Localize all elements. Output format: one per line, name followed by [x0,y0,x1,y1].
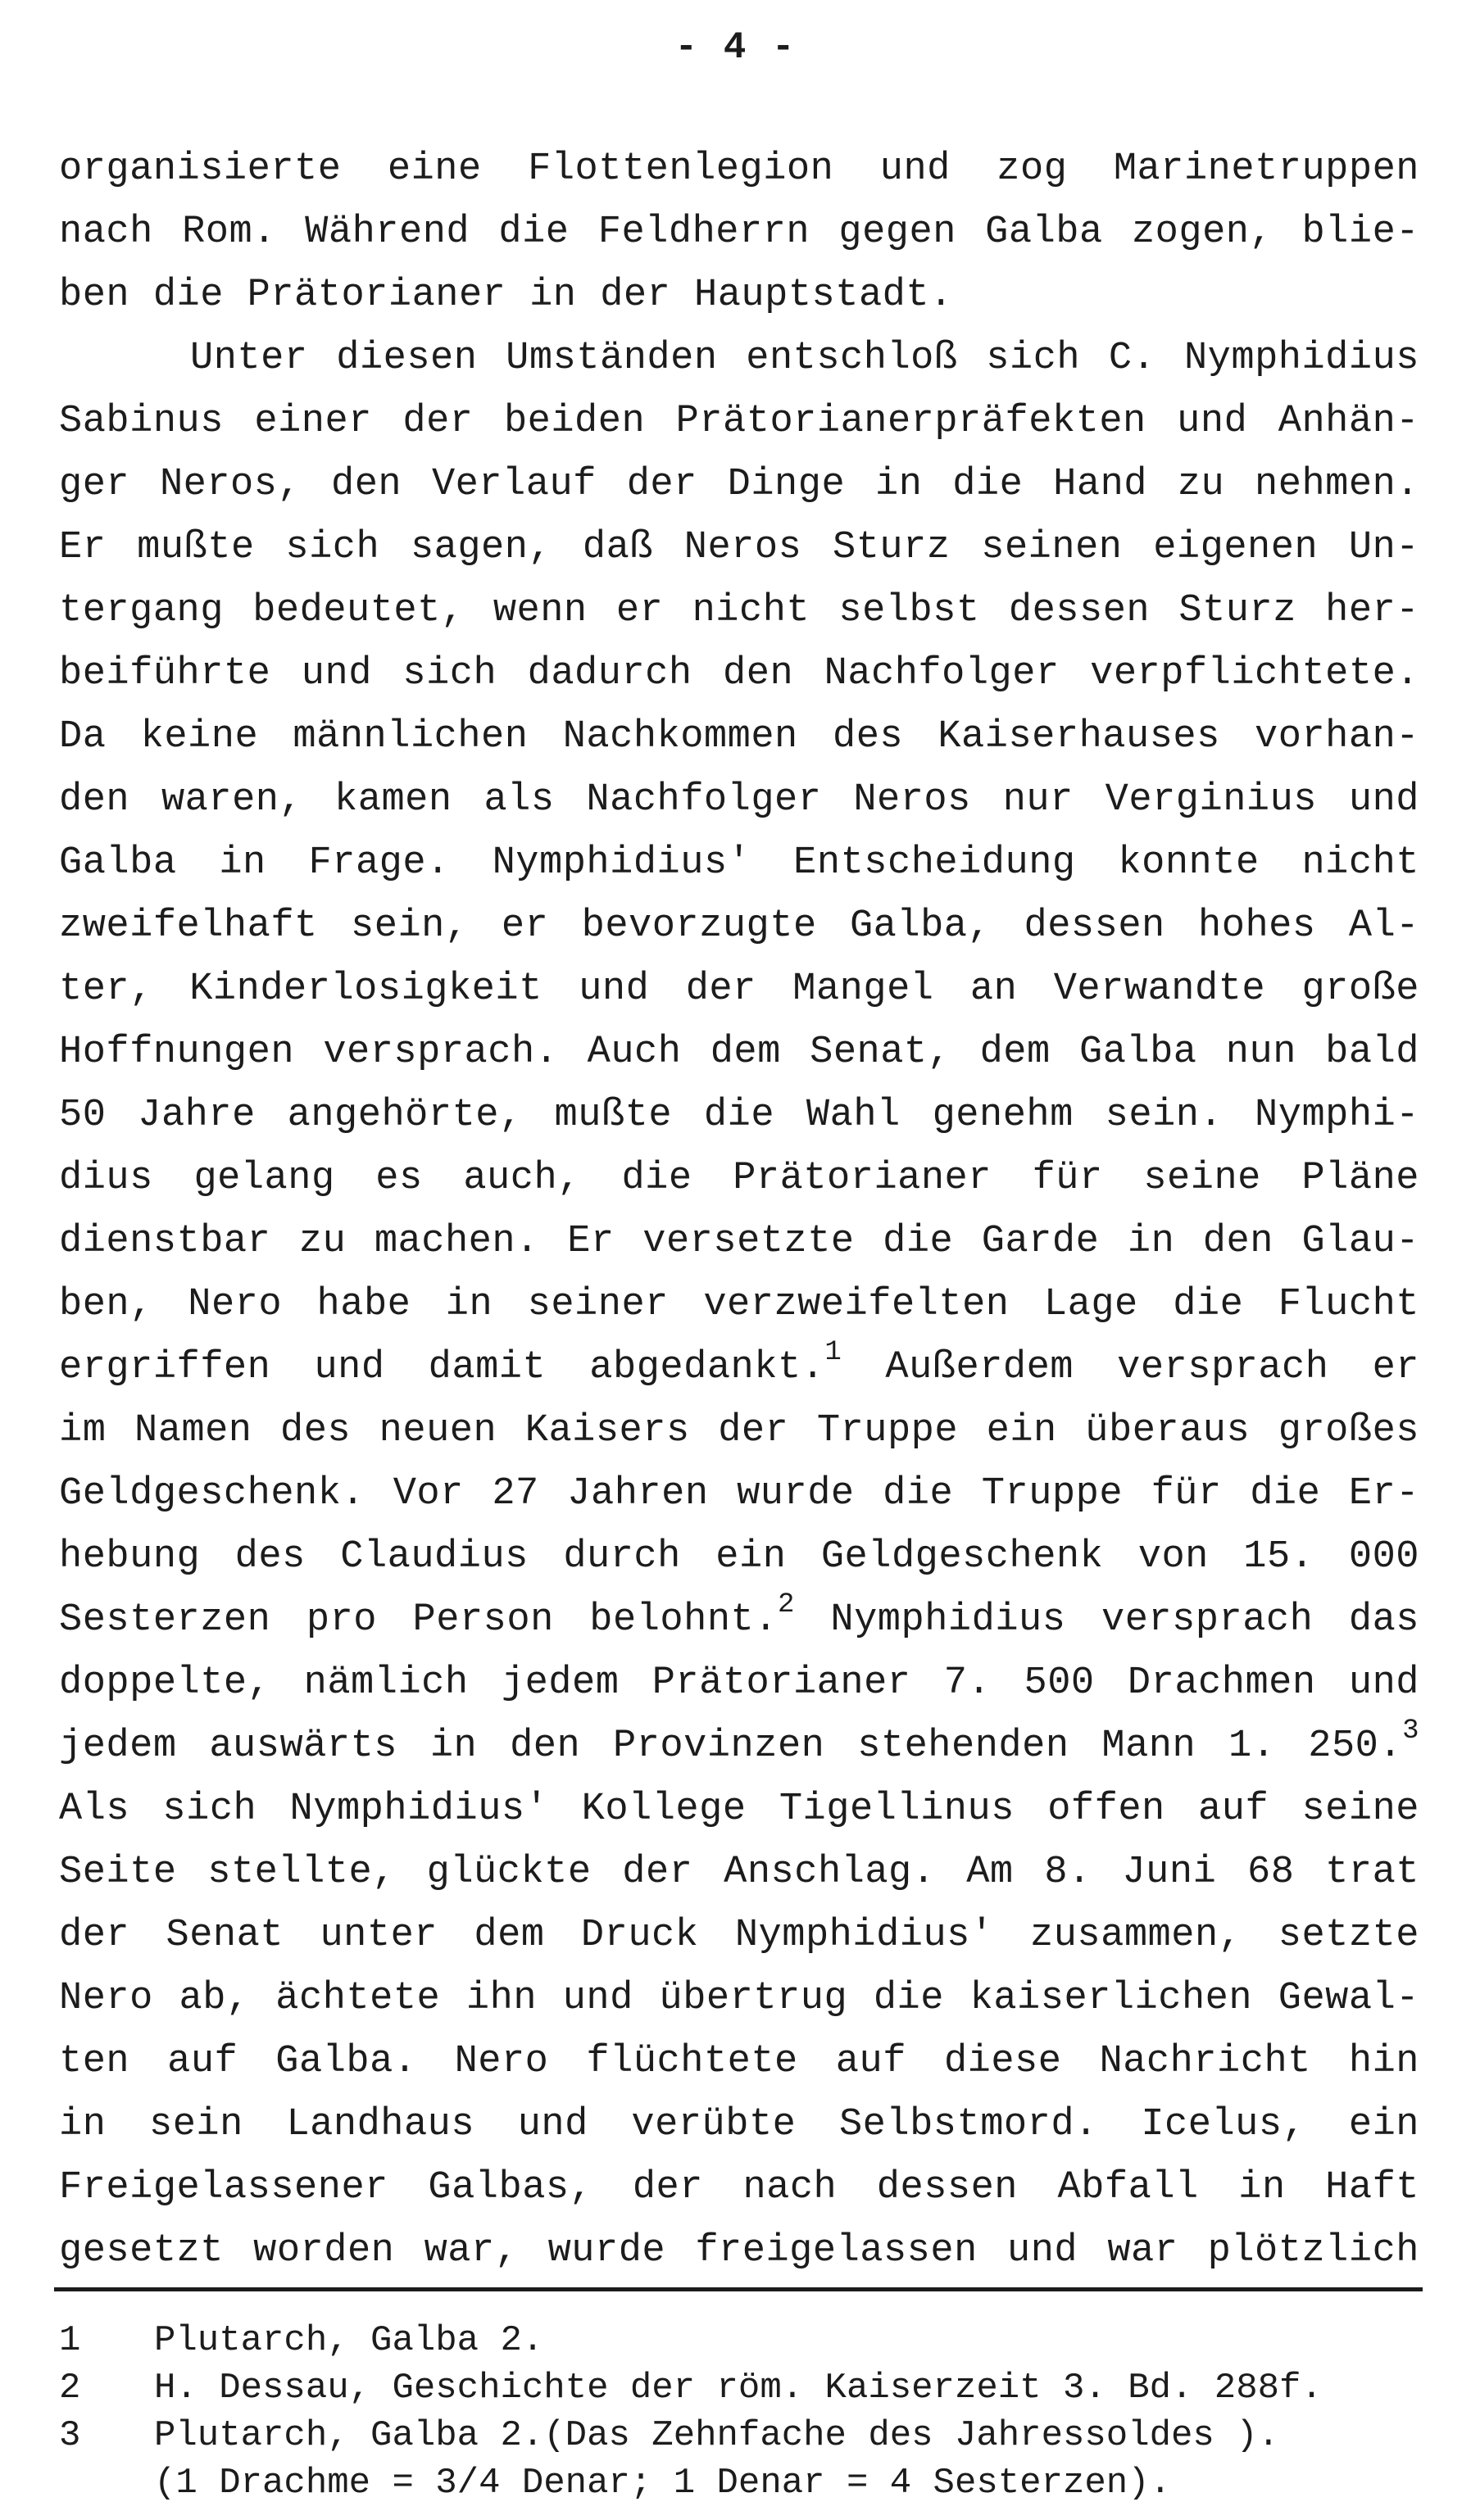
text-line: Hoffnungen versprach. Auch dem Senat, dem Galba nun bald [59,1031,1419,1074]
text-line: ben, Nero habe in seiner verzweifelten Lage die Flucht [59,1283,1419,1326]
text-line: Seite stellte, glückte der Anschlag. Am 8. Juni 68 trat [59,1851,1419,1894]
text-line: ter, Kinderlosigkeit und der Mangel an Verwandte große [59,968,1419,1011]
footnote-text: Plutarch, Galba 2.(Das Zehnfache des Jahressoldes ). [154,2415,1280,2456]
footnote-mark-2: 2 [777,1589,795,1620]
text-line: ten auf Galba. Nero flüchtete auf diese Nachricht hin [59,2040,1419,2083]
footnote-number: 3 [59,2415,81,2456]
text-segment: ergriffen und damit abgedankt. [59,1346,825,1389]
footnote-number: 2 [59,2368,81,2409]
text-line: gesetzt worden war, wurde freigelassen und war plötzlich [59,2229,1419,2273]
text-line: dienstbar zu machen. Er versetzte die Garde in den Glau- [59,1220,1419,1263]
footnote-mark-1: 1 [824,1337,842,1368]
page-number: - 4 - [674,26,797,69]
text-line: 50 Jahre angehörte, mußte die Wahl genehm sein. Nymphi- [59,1094,1419,1137]
text-segment: jedem auswärts in den Provinzen stehenden Mann 1. 250. [59,1725,1403,1768]
text-line: Als sich Nymphidius' Kollege Tigellinus offen auf seine [59,1788,1419,1831]
text-line-with-note-2 [59,1589,1419,1652]
text-line: hebung des Claudius durch ein Geldgeschenk von 15. 000 [59,1535,1419,1579]
text-line: der Senat unter dem Druck Nymphidius' zusammen, setzte [59,1914,1419,1957]
text-line: dius gelang es auch, die Prätorianer für seine Pläne [59,1157,1419,1200]
text-line: zweifelhaft sein, er bevorzugte Galba, dessen hohes Al- [59,904,1419,948]
text-segment: Sesterzen pro Person belohnt. [59,1598,778,1642]
body-text [59,138,1419,2282]
text-line-with-note-1 [59,1336,1419,1399]
footnotes [59,2317,1419,2507]
text-segment: Nymphidius versprach das [794,1598,1419,1642]
text-line: in sein Landhaus und verübte Selbstmord. Icelus, ein [59,2103,1419,2146]
text-line: Nero ab, ächtete ihn und übertrug die kaiserlichen Gewal- [59,1977,1419,2020]
text-line: Freigelassener Galbas, der nach dessen Abfall in Haft [59,2166,1419,2210]
text-line: Galba in Frage. Nymphidius' Entscheidung konnte nicht [59,841,1419,885]
footnote-3 [59,2412,1419,2459]
text-line: beiführte und sich dadurch den Nachfolger verpflichtete. [59,652,1419,696]
text-line: doppelte, nämlich jedem Prätorianer 7. 500 Drachmen und [59,1661,1419,1705]
text-line: ben die Prätorianer in der Hauptstadt. [59,274,953,317]
footnote-number: 1 [59,2320,81,2361]
text-line: Sabinus einer der beiden Prätorianerpräfekten und Anhän- [59,400,1419,443]
text-line: Geldgeschenk. Vor 27 Jahren wurde die Truppe für die Er- [59,1472,1419,1516]
text-line: organisierte eine Flottenlegion und zog Marinetruppen [59,147,1419,191]
text-line: Da keine männlichen Nachkommen des Kaiserhauses vorhan- [59,715,1419,759]
text-line: tergang bedeutet, wenn er nicht selbst dessen Sturz her- [59,589,1419,632]
text-line-with-note-3 [59,1715,1419,1778]
text-segment: Außerdem versprach er [842,1346,1419,1389]
text-line: Er mußte sich sagen, daß Neros Sturz seinen eigenen Un- [59,526,1419,569]
footnote-text: Plutarch, Galba 2. [154,2320,544,2361]
text-line: ger Neros, den Verlauf der Dinge in die Hand zu nehmen. [59,463,1419,506]
footnote-divider [54,2287,1423,2291]
text-line: im Namen des neuen Kaisers der Truppe ein überaus großes [59,1409,1419,1453]
footnote-3-continuation: (1 Drachme = 3/4 Denar; 1 Denar = 4 Sesterzen). [154,2463,1172,2504]
text-line: den waren, kamen als Nachfolger Neros nur Verginius und [59,778,1419,822]
footnote-1 [59,2317,1419,2364]
text-line: Unter diesen Umständen entschloß sich C. Nymphidius [190,337,1419,380]
footnote-text: H. Dessau, Geschichte der röm. Kaiserzeit 3. Bd. 288f. [154,2368,1323,2409]
footnote-2 [59,2364,1419,2412]
footnote-mark-3: 3 [1402,1716,1419,1747]
text-line: nach Rom. Während die Feldherrn gegen Galba zogen, blie- [59,211,1419,254]
